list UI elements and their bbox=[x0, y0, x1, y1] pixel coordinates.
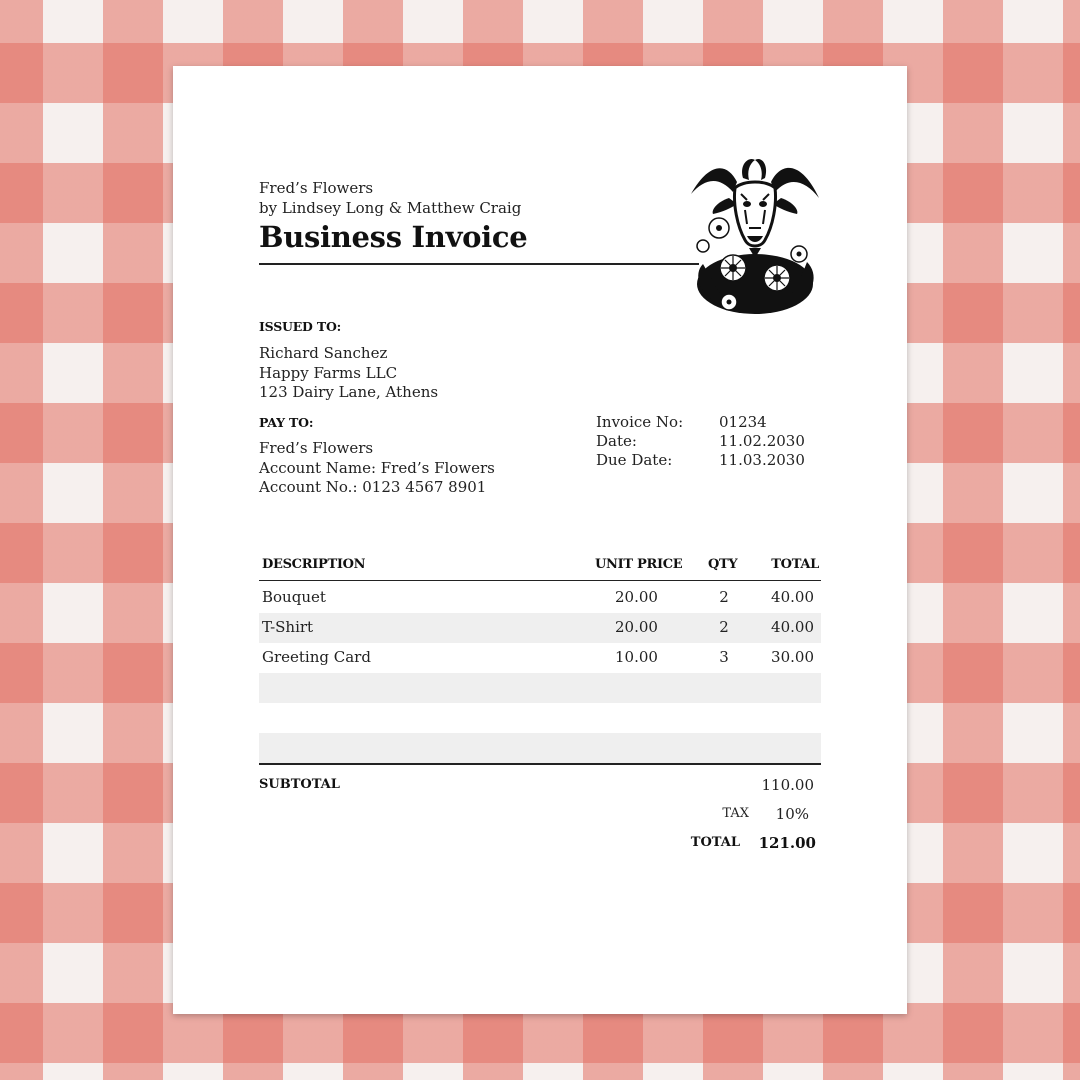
cell-total: 40.00 bbox=[771, 618, 814, 636]
subtotal-value: 110.00 bbox=[761, 776, 814, 794]
invoice-meta bbox=[596, 413, 826, 473]
header-unit-price: UNIT PRICE bbox=[595, 557, 683, 572]
tax-label: TAX bbox=[722, 806, 749, 821]
goat-with-flowers-icon bbox=[689, 154, 824, 314]
cell-unit-price: 20.00 bbox=[615, 618, 658, 636]
pay-to-account-number: Account No.: 0123 4567 8901 bbox=[259, 478, 487, 496]
table-row bbox=[259, 643, 821, 673]
meta-label: Date: bbox=[596, 432, 637, 450]
table-bottom-rule bbox=[259, 763, 821, 765]
table-row-empty bbox=[259, 733, 821, 763]
table-row bbox=[259, 613, 821, 643]
subtotal-label: SUBTOTAL bbox=[259, 777, 340, 792]
issued-to-label: ISSUED TO: bbox=[259, 319, 342, 334]
cell-qty: 2 bbox=[719, 618, 729, 636]
tax-value: 10% bbox=[775, 805, 809, 823]
pay-to-account-name: Account Name: Fred’s Flowers bbox=[259, 458, 495, 477]
cell-qty: 3 bbox=[719, 648, 729, 666]
cell-description: T-Shirt bbox=[262, 618, 314, 636]
header-description: DESCRIPTION bbox=[262, 557, 366, 572]
byline: by Lindsey Long & Matthew Craig bbox=[259, 199, 522, 217]
meta-label: Due Date: bbox=[596, 451, 673, 469]
cell-qty: 2 bbox=[719, 588, 729, 606]
page-title: Business Invoice bbox=[259, 220, 528, 254]
table-header bbox=[259, 554, 821, 581]
cell-description: Bouquet bbox=[262, 588, 326, 606]
total-value: 121.00 bbox=[758, 834, 816, 852]
meta-due-date bbox=[596, 451, 826, 471]
cell-total: 40.00 bbox=[771, 588, 814, 606]
table-row bbox=[259, 583, 821, 613]
meta-value: 01234 bbox=[719, 413, 767, 431]
cell-description: Greeting Card bbox=[262, 648, 371, 666]
tax-row bbox=[259, 805, 821, 827]
issued-to-address: 123 Dairy Lane, Athens bbox=[259, 383, 439, 401]
total-label: TOTAL bbox=[690, 835, 740, 850]
issued-to-block bbox=[259, 344, 438, 403]
pay-to-label: PAY TO: bbox=[259, 415, 314, 430]
cell-total: 30.00 bbox=[771, 648, 814, 666]
pay-to-block bbox=[259, 439, 495, 498]
pay-to-name: Fred’s Flowers bbox=[259, 439, 374, 457]
issued-to-company: Happy Farms LLC bbox=[259, 363, 398, 382]
header-qty: QTY bbox=[708, 557, 738, 572]
invoice-page bbox=[173, 66, 907, 1014]
company-name: Fred’s Flowers bbox=[259, 179, 374, 197]
cell-unit-price: 20.00 bbox=[615, 588, 658, 606]
total-row bbox=[259, 834, 821, 856]
cell-unit-price: 10.00 bbox=[615, 648, 658, 666]
issued-to-name: Richard Sanchez bbox=[259, 344, 388, 362]
meta-date bbox=[596, 432, 826, 452]
meta-label: Invoice No: bbox=[596, 413, 684, 431]
header-total: TOTAL bbox=[771, 557, 819, 572]
line-items-table bbox=[259, 554, 821, 765]
meta-value: 11.03.2030 bbox=[719, 451, 805, 469]
company-header bbox=[259, 178, 521, 218]
table-row-empty bbox=[259, 703, 821, 733]
title-divider bbox=[259, 263, 699, 265]
table-row-empty bbox=[259, 673, 821, 703]
meta-value: 11.02.2030 bbox=[719, 432, 805, 450]
subtotal-row bbox=[259, 776, 821, 798]
meta-invoice-no bbox=[596, 413, 826, 433]
